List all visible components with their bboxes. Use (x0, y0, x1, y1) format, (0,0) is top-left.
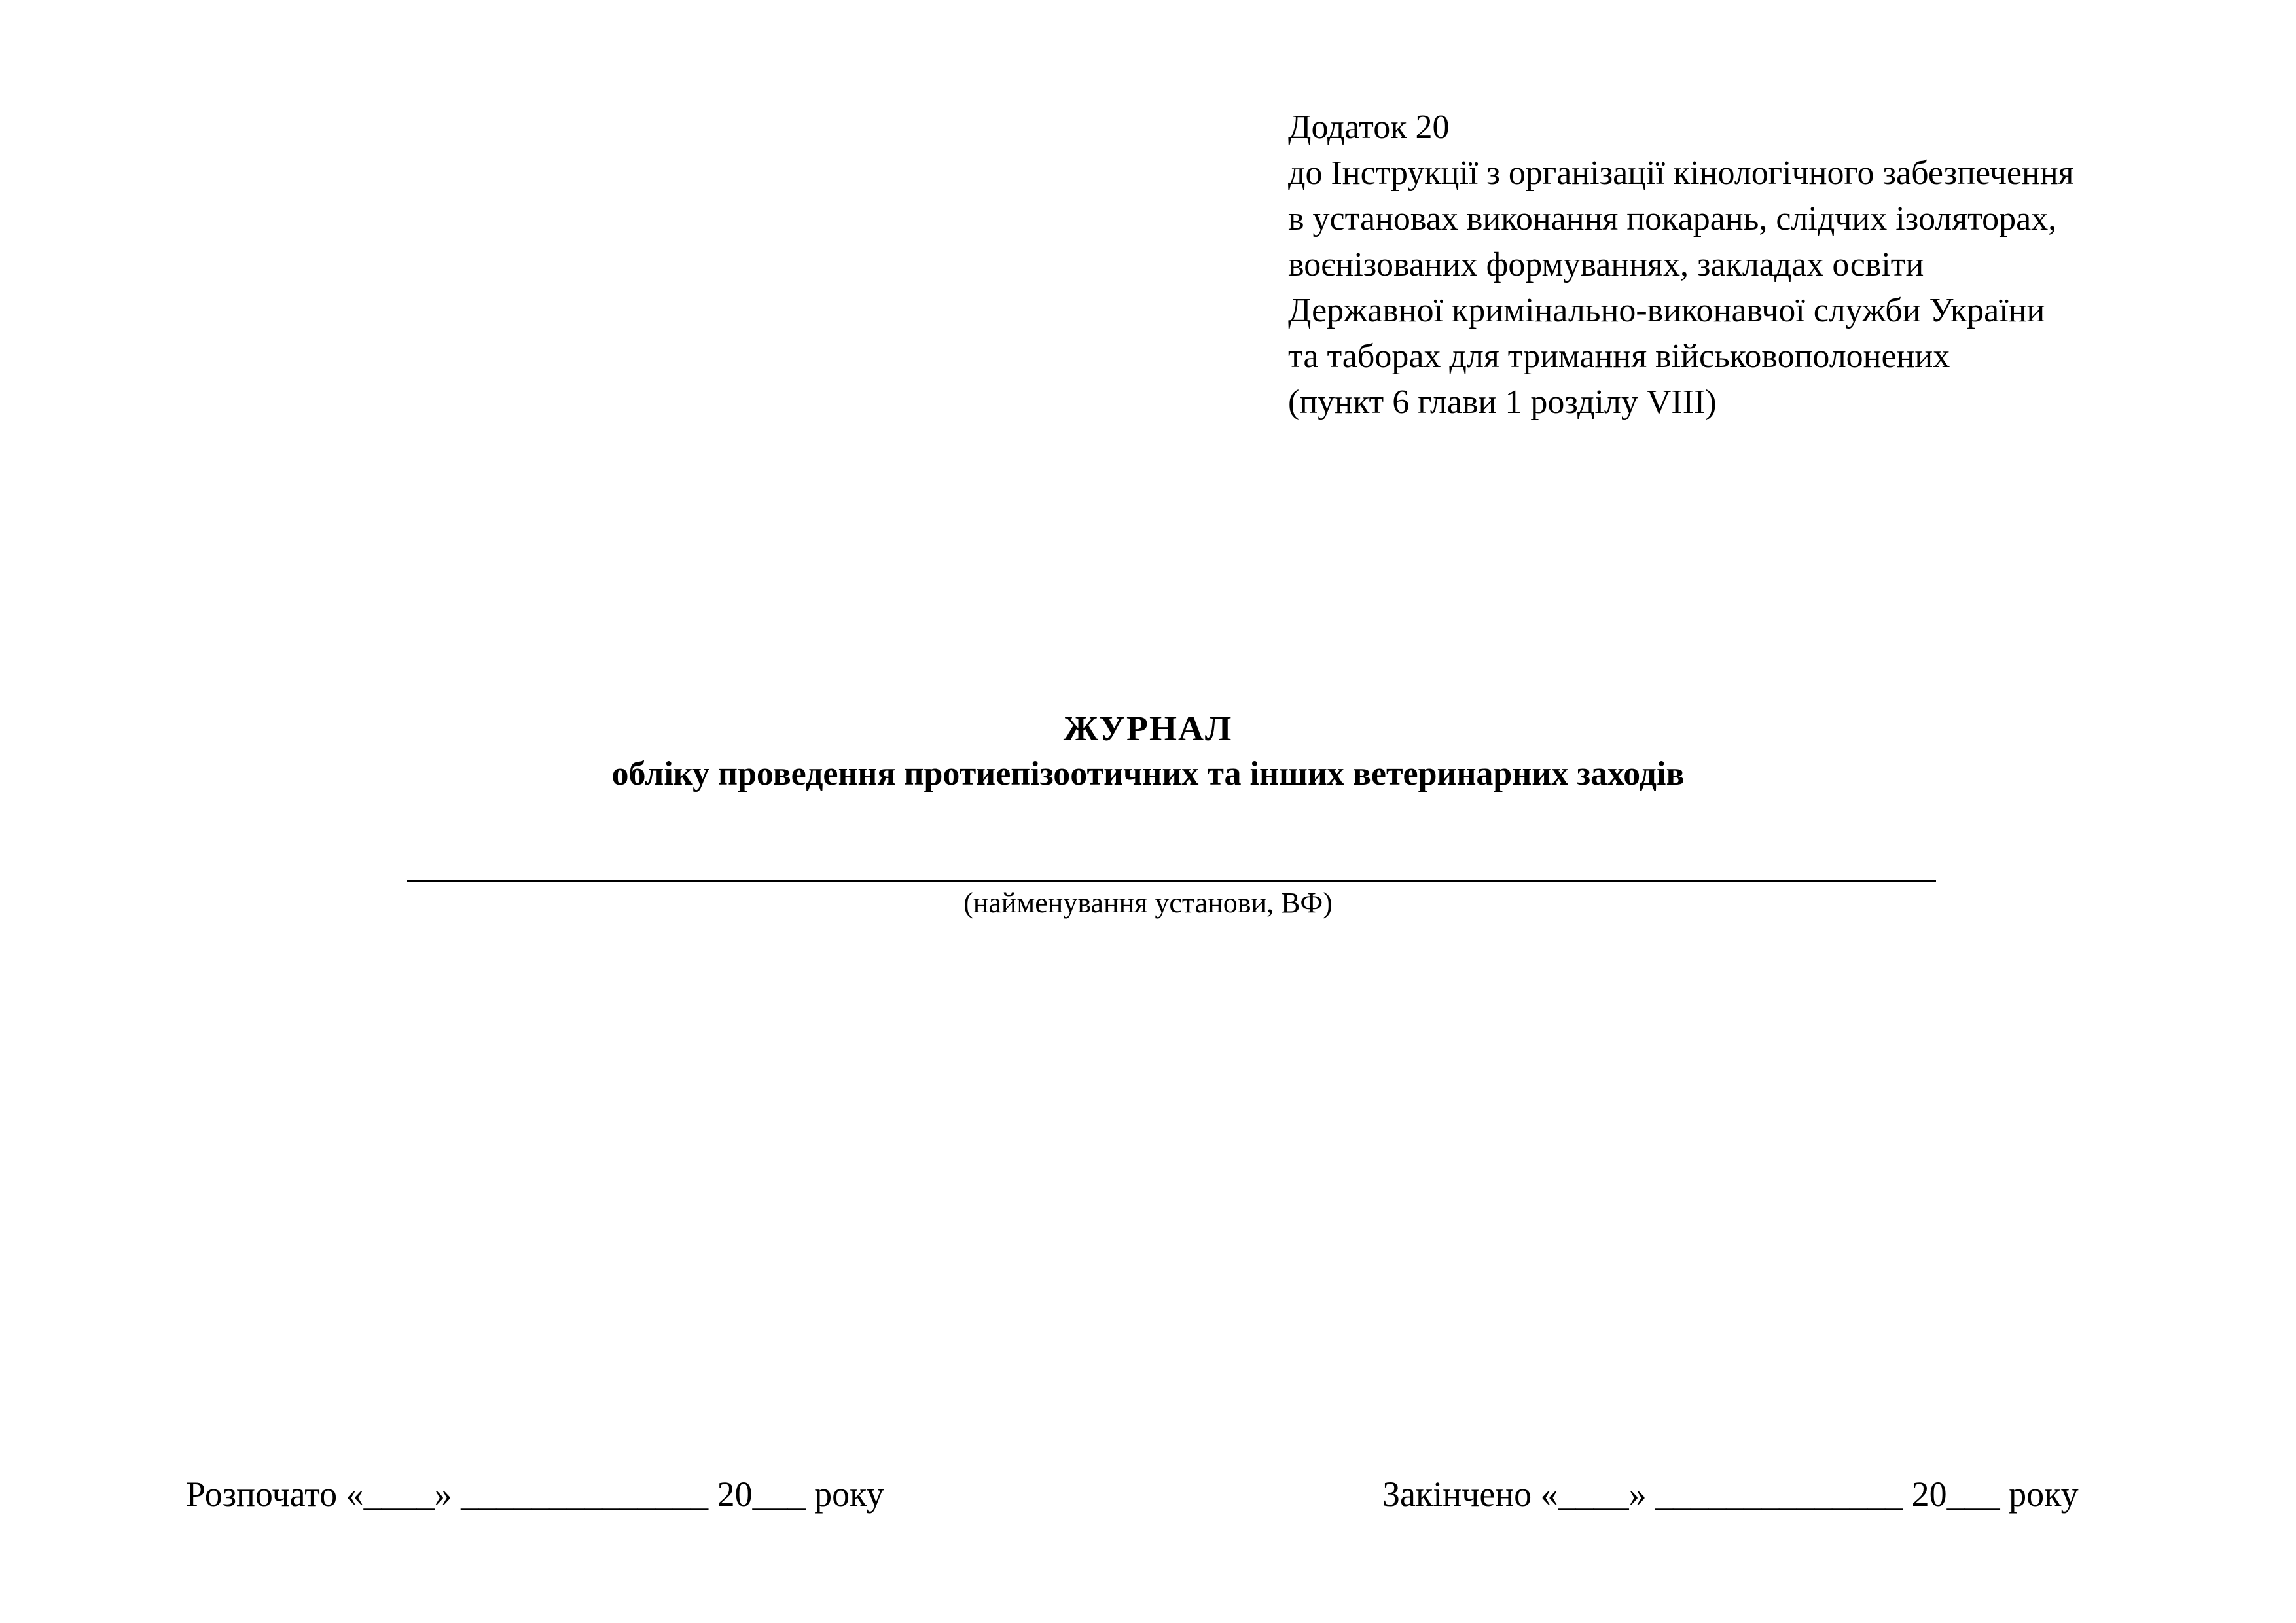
journal-title: ЖУРНАЛ (1063, 709, 1233, 748)
institution-name-field-line (407, 880, 1936, 882)
appendix-line-formations: воєнізованих формуваннях, закладах освіти (1288, 246, 1924, 283)
appendix-line-camps: та таборах для тримання військовополонених (1288, 338, 1950, 375)
appendix-line-institutions: в установах виконання покарань, слідчих ізоляторах, (1288, 200, 2057, 238)
journal-heading (0, 705, 2296, 797)
journal-subtitle: обліку проведення протиепізоотичних та інших ветеринарних заходів (611, 755, 1685, 793)
appendix-line-clause: (пункт 6 глави 1 розділу VIII) (1288, 383, 1717, 421)
appendix-number: Додаток 20 (1288, 109, 1450, 146)
appendix-line-instruction: до Інструкції з організації кінологічного забезпечення (1288, 154, 2074, 192)
appendix-reference (1288, 105, 2237, 425)
institution-name-caption: (найменування установи, ВФ) (963, 887, 1333, 919)
end-date-line: Закінчено «____» ______________ 20___ року (1382, 1474, 2079, 1514)
start-date-line: Розпочато «____» ______________ 20___ року (186, 1474, 884, 1514)
appendix-line-service: Державної кримінально-виконавчої служби України (1288, 292, 2045, 329)
